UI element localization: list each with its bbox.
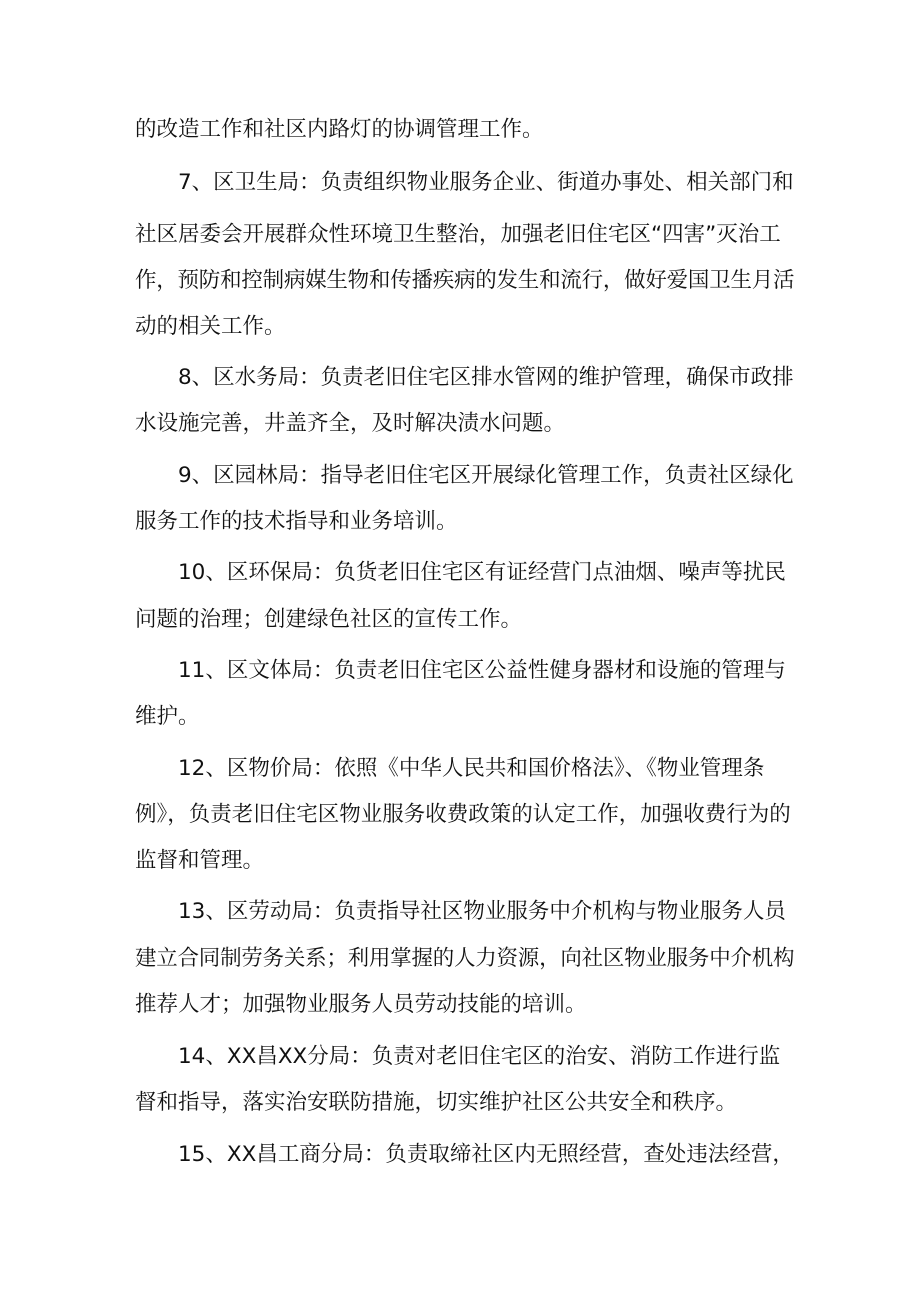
paragraph-12-first-line: 12、区物价局：依照《中华人民共和国价格法》、《物业管理条 xyxy=(178,756,765,781)
paragraph-14-first-line: 14、XX昌XX分局：负责对老旧住宅区的治安、消防工作进行监 xyxy=(178,1044,781,1069)
text-line: 推荐人才；加强物业服务人员劳动技能的培训。 xyxy=(135,992,587,1017)
text-line: 动的相关工作。 xyxy=(135,314,286,339)
paragraph-15-first-line: 15、XX昌工商分局：负责取缔社区内无照经营，查处违法经营， xyxy=(178,1142,794,1167)
paragraph-10-first-line: 10、区环保局：负货老旧住宅区有证经营门点油烟、噪声等扰民 xyxy=(178,560,786,585)
text-line: 建立合同制劳务关系；利用掌握的人力资源，向社区物业服务中介机构 xyxy=(135,946,795,971)
text-line: 例》，负责老旧住宅区物业服务收费政策的认定工作，加强收费行为的 xyxy=(135,802,791,827)
paragraph-9-first-line: 9、区园林局：指导老旧住宅区开展绿化管理工作，负责社区绿化 xyxy=(178,463,794,488)
paragraph-8-first-line: 8、区水务局：负责老旧住宅区排水管网的维护管理，确保市政排 xyxy=(178,365,794,390)
text-line: 维护。 xyxy=(135,704,200,729)
paragraph-7-first-line: 7、区卫生局：负责组织物业服务企业、街道办事处、相关部门和 xyxy=(178,170,794,195)
text-line: 水设施完善，井盖齐全，及时解决渍水问题。 xyxy=(135,411,566,436)
text-line: 监督和管理。 xyxy=(135,848,265,873)
text-line: 问题的治理；创建绿色社区的宣传工作。 xyxy=(135,607,523,632)
paragraph-13-first-line: 13、区劳动局：负责指导社区物业服务中介机构与物业服务人员 xyxy=(178,899,786,924)
text-line: 的改造工作和社区内路灯的协调管理工作。 xyxy=(135,117,544,142)
text-line: 服务工作的技术指导和业务培训。 xyxy=(135,509,458,534)
text-line: 作，预防和控制病媒生物和传播疾病的发生和流行，做好爱国卫生月活 xyxy=(135,268,795,293)
text-line: 督和指导，落实治安联防措施，切实维护社区公共安全和秩序。 xyxy=(135,1090,738,1115)
text-line: 社区居委会开展群众性环境卫生整治，加强老旧住宅区“四害”灭治工 xyxy=(135,222,781,247)
paragraph-11-first-line: 11、区文体局：负责老旧住宅区公益性健身器材和设施的管理与 xyxy=(178,658,786,683)
